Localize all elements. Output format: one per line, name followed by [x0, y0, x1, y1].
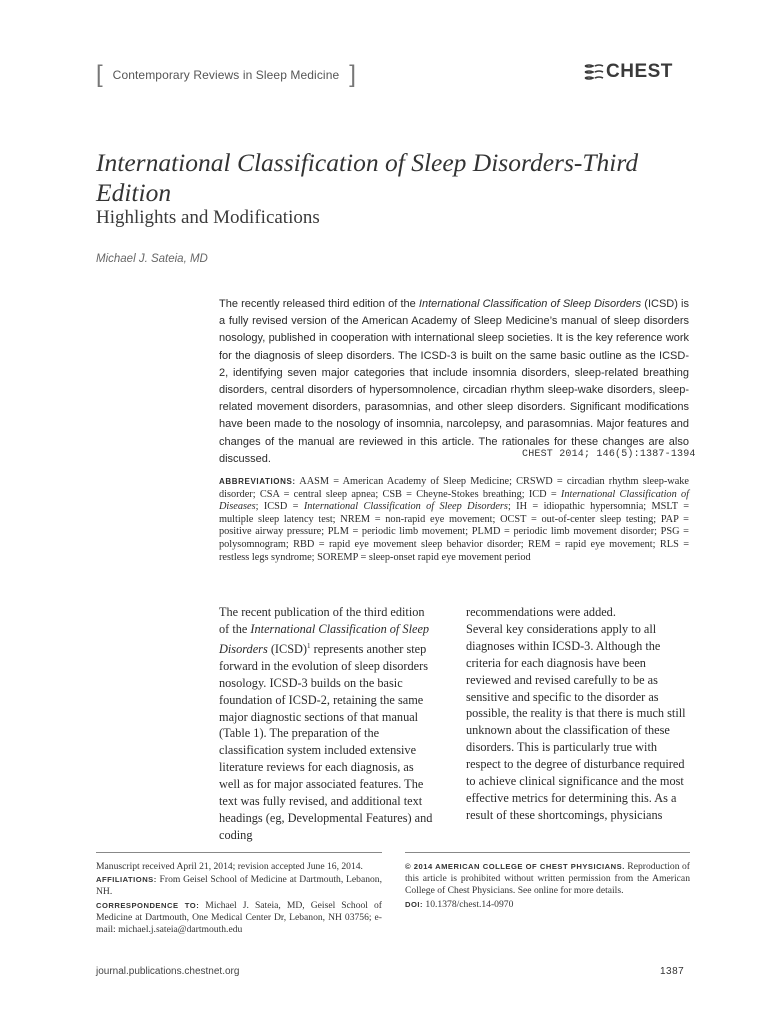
left-bracket: [ [96, 61, 103, 88]
section-title: Contemporary Reviews in Sleep Medicine [112, 68, 340, 82]
correspondence [96, 900, 382, 937]
doi-text: 10.1378/chest.14-0970 [423, 898, 514, 910]
citation: CHEST 2014; 146(5):1387-1394 [522, 449, 696, 460]
body-text-b: (ICSD) [267, 641, 308, 656]
journal-section-header [96, 63, 356, 87]
doi-label: DOI: [405, 899, 424, 909]
body-column-left [219, 604, 433, 844]
body-manual-title: International Classification of Sleep Disorders [219, 621, 430, 656]
abstract-text-b: (ICSD) is a fully revised version of the American Academy of Sleep Medicine’s manual of sleep disorders nosology, published in cooperation with international sleep societies. It is the key reference work for the diagnosis of sleep disorders. The ICSD-3 is built on the same basic outline as the ICSD-2, identifying seven major categories that include insomnia disorders, sleep-related breathing disorders, central disorders of hypersomnolence, circadian rhythm sleep-wake disorders, sleep-related movement disorders, parasomnias, and other sleep disorders. Significant modifications have been made to the nosology of insomnia, narcolepsy, and parasomnias. Major features and changes of the manual are reviewed in this article. The rationales for these changes are also discussed. [219, 298, 689, 465]
copyright-text: Reproduction of this article is prohibited without written permission from the American College of Chest Physicians. See online for more details. [405, 861, 690, 897]
abbreviations-italic-b: International Classification of Sleep Disorders [303, 501, 508, 513]
body-paragraph [219, 604, 433, 844]
right-bracket: ] [349, 61, 356, 88]
affiliations-label: AFFILIATIONS: [96, 875, 157, 885]
chest-logo [584, 62, 673, 82]
journal-url[interactable]: journal.publications.chestnet.org [96, 966, 240, 977]
abbreviations [219, 476, 689, 564]
reference-marker: 1 [307, 641, 311, 650]
abbreviations-text-a: AASM = American Academy of Sleep Medicine; CRSWD = circadian rhythm sleep-wake disorder; CSA = central sleep apnea; CSB = Cheyne-Stokes breathing; ICD = [219, 476, 689, 500]
page-number: 1387 [660, 966, 685, 977]
doi [405, 899, 690, 911]
author-name: Michael J. Sateia, MD [96, 253, 208, 265]
body-paragraph-continued: recommendations were added. [466, 605, 616, 619]
correspondence-text: Michael J. Sateia, MD, Geisel School of Medicine at Dartmouth, One Medical Center Dr, Lebanon, NH 03756; e-mail: michael.j.sateia@dartmouth.edu [96, 899, 383, 936]
body-paragraph-2: Several key considerations apply to all diagnoses within ICSD-3. Although the criteria for each diagnosis have been reviewed and revised carefully to be as sensitive and specific to the disorder as possible, the reality is that there is much still unknown about the classification of these disorders. This is particularly true with respect to the degree of disturbance required to achieve clinical significance and the most effective metrics for determining this. As a result of these shortcomings, physicians [466, 621, 686, 822]
body-text-a: The recent publication of the third edition of the [219, 605, 425, 636]
abstract-manual-title: International Classification of Sleep Disorders [418, 298, 642, 310]
article-title: International Classification of Sleep Disorders-Third Edition [96, 148, 639, 207]
abstract [219, 296, 689, 468]
copyright [405, 861, 690, 898]
abbreviations-text-c: ; IH = idiopathic hypersomnia; MSLT = multiple sleep latency test; NREM = non-rapid eye movement; OCST = out-of-center sleep testing; PAP = positive airway pressure; PLM = periodic limb movement; PLMD = periodic limb movement disorder; PSG = polysomnogram; RBD = rapid eye movement sleep behavior disorder; REM = rapid eye movement; RLS = restless legs syndrome; SOREMP = sleep-onset rapid eye movement period [219, 501, 690, 563]
notes-divider-left [96, 852, 382, 853]
abbreviations-text-b: ; ICSD = [255, 501, 304, 513]
chest-logo-icon [584, 63, 604, 81]
logo-text: CHEST [606, 61, 673, 82]
correspondence-label: CORRESPONDENCE TO: [96, 900, 200, 910]
article-notes-right [405, 861, 690, 912]
manuscript-dates: Manuscript received April 21, 2014; revision accepted June 16, 2014. [96, 861, 363, 872]
abbreviations-label: ABBREVIATIONS: [219, 477, 296, 486]
article-subtitle: Highlights and Modifications [96, 207, 320, 228]
notes-divider-right [405, 852, 690, 853]
body-column-right [466, 604, 690, 824]
affiliations-text: From Geisel School of Medicine at Dartmouth, Lebanon, NH. [96, 874, 382, 898]
copyright-label: © 2014 AMERICAN COLLEGE OF CHEST PHYSICIANS. [405, 862, 625, 871]
body-text-c: represents another step forward in the evolution of sleep disorders nosology. ICSD-3 builds on the basic foundation of ICSD-2, retaining the same major diagnostic sections of that manual (Table 1). The preparation of the classification system included extensive literature reviews for each diagnosis, as well as for major associated features. The text was fully revised, and additional text headings (eg, Developmental Features) and coding [219, 641, 433, 842]
abstract-text-a: The recently released third edition of the [219, 298, 419, 310]
affiliations [96, 874, 382, 898]
article-notes-left [96, 861, 382, 937]
abbreviations-italic-a: International Classification of Diseases [219, 488, 689, 513]
